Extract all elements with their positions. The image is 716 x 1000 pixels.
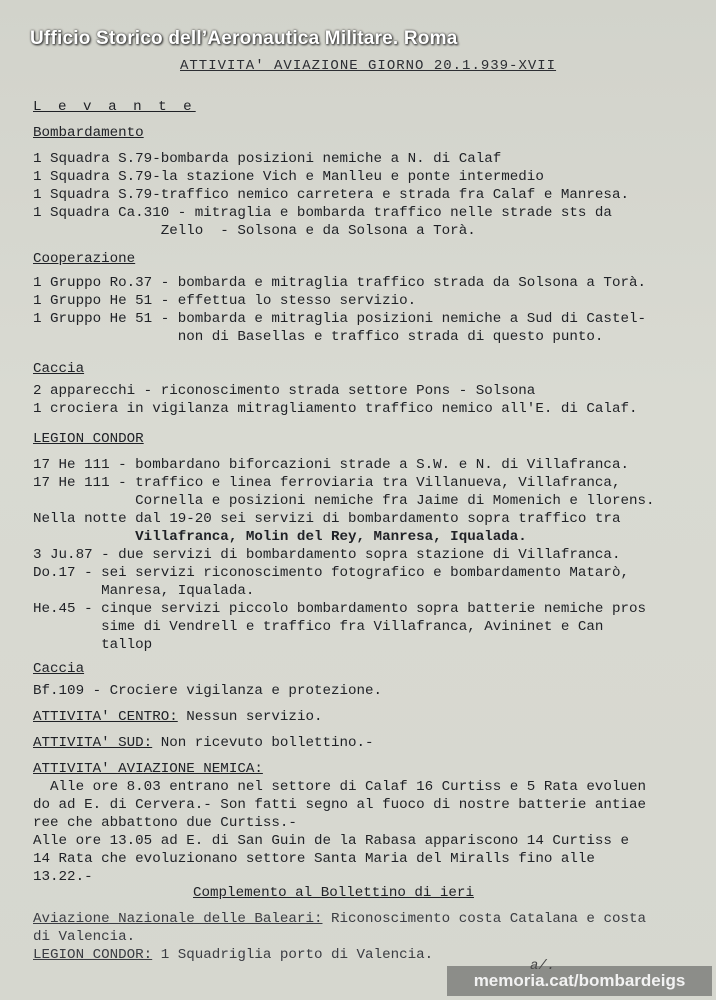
cooperazione-line: 1 Gruppo Ro.37 - bombarda e mitraglia traffico strada da Solsona a Torà. <box>33 275 646 291</box>
centro-text: Nessun servizio. <box>177 709 323 725</box>
legion-condor-2-label: LEGION CONDOR: <box>33 947 153 963</box>
caccia-line: 2 apparecchi - riconoscimento strada settore Pons - Solsona <box>33 383 536 399</box>
centro-label: ATTIVITA' CENTRO: <box>33 709 178 725</box>
cooperazione-line: 1 Gruppo He 51 - effettua lo stesso servizio. <box>33 293 417 309</box>
baleari-label: Aviazione Nazionale delle Baleari: <box>33 911 323 927</box>
caccia-line: Bf.109 - Crociere vigilanza e protezione. <box>33 683 383 699</box>
legion-condor-line: Villafranca, Molin del Rey, Manresa, Iqualada. <box>33 529 527 545</box>
complemento-heading: Complemento al Bollettino di ieri <box>193 885 474 901</box>
legion-condor-line: Do.17 - sei servizi riconoscimento fotografico e bombardamento Matarò, <box>33 565 629 581</box>
sud-label: ATTIVITA' SUD: <box>33 735 153 751</box>
cooperazione-line: 1 Gruppo He 51 - bombarda e mitraglia posizioni nemiche a Sud di Castel- <box>33 311 646 327</box>
bombardamento-line: 1 Squadra Ca.310 - mitraglia e bombarda traffico nelle strade sts da <box>33 205 612 221</box>
legion-condor-2-row <box>33 946 433 964</box>
bombardamento-line: Zello - Solsona e da Solsona a Torà. <box>33 223 476 239</box>
nemica-heading: ATTIVITA' AVIAZIONE NEMICA: <box>33 761 263 777</box>
legion-condor-line: Cornella e posizioni nemiche fra Jaime di Momenich e llorens. <box>33 493 655 509</box>
bombardamento-line: 1 Squadra S.79-bombarda posizioni nemiche a N. di Calaf <box>33 151 502 167</box>
legion-condor-line: Manresa, Iqualada. <box>33 583 255 599</box>
nemica-line: 14 Rata che evoluzionano settore Santa Maria del Miralls fino alle <box>33 851 595 867</box>
bombardamento-line: 1 Squadra S.79-traffico nemico carretera e strada fra Calaf e Manresa. <box>33 187 629 203</box>
sud-row <box>33 734 374 752</box>
archive-header: Ufficio Storico dell’Aeronautica Militare. Roma <box>30 28 458 49</box>
legion-condor-2-text: 1 Squadriglia porto di Valencia. <box>152 947 434 963</box>
legion-condor-line: Nella notte dal 19-20 sei servizi di bombardamento sopra traffico tra <box>33 511 621 527</box>
legion-condor-line: He.45 - cinque servizi piccolo bombardamento sopra batterie nemiche pros <box>33 601 646 617</box>
legion-condor-heading: LEGION CONDOR <box>33 431 144 447</box>
bombardamento-line: 1 Squadra S.79-la stazione Vich e Manlleu e ponte intermedio <box>33 169 544 185</box>
nemica-line: Alle ore 13.05 ad E. di San Guin de la Rabasa appariscono 14 Curtiss e <box>33 833 629 849</box>
baleari-line: di Valencia. <box>33 929 136 945</box>
sud-text: Non ricevuto bollettino.- <box>152 735 374 751</box>
legion-condor-line: sime di Vendrell e traffico fra Villafranca, Avininet e Can <box>33 619 604 635</box>
caccia-line: 1 crociera in vigilanza mitragliamento traffico nemico all'E. di Calaf. <box>33 401 638 417</box>
legion-condor-line: tallop <box>33 637 153 653</box>
legion-condor-line: 17 He 111 - bombardano biforcazioni strade a S.W. e N. di Villafranca. <box>33 457 629 473</box>
cooperazione-heading: Cooperazione <box>33 251 136 267</box>
centro-row <box>33 708 323 726</box>
legion-condor-line: 3 Ju.87 - due servizi di bombardamento sopra stazione di Villafranca. <box>33 547 621 563</box>
legion-condor-line: 17 He 111 - traffico e linea ferroviaria tra Villanueva, Villafranca, <box>33 475 621 491</box>
caccia-heading: Caccia <box>33 361 85 377</box>
nemica-line: ree che abbattono due Curtiss.- <box>33 815 297 831</box>
baleari-row <box>33 910 646 928</box>
caccia-heading: Caccia <box>33 661 85 677</box>
nemica-line: Alle ore 8.03 entrano nel settore di Calaf 16 Curtiss e 5 Rata evoluen <box>33 779 646 795</box>
bombardamento-heading: Bombardamento <box>33 125 144 141</box>
baleari-text: Riconoscimento costa Catalana e costa <box>322 911 647 927</box>
cooperazione-line: non di Basellas e traffico strada di questo punto. <box>33 329 604 345</box>
source-watermark: memoria.cat/bombardeigs <box>447 966 712 996</box>
nemica-line: 13.22.- <box>33 869 93 885</box>
document-title: ATTIVITA' AVIAZIONE GIORNO 20.1.939-XVII <box>180 58 557 74</box>
levante-heading: L e v a n t e <box>33 99 196 115</box>
nemica-line: do ad E. di Cervera.- Son fatti segno al fuoco di nostre batterie antiae <box>33 797 646 813</box>
